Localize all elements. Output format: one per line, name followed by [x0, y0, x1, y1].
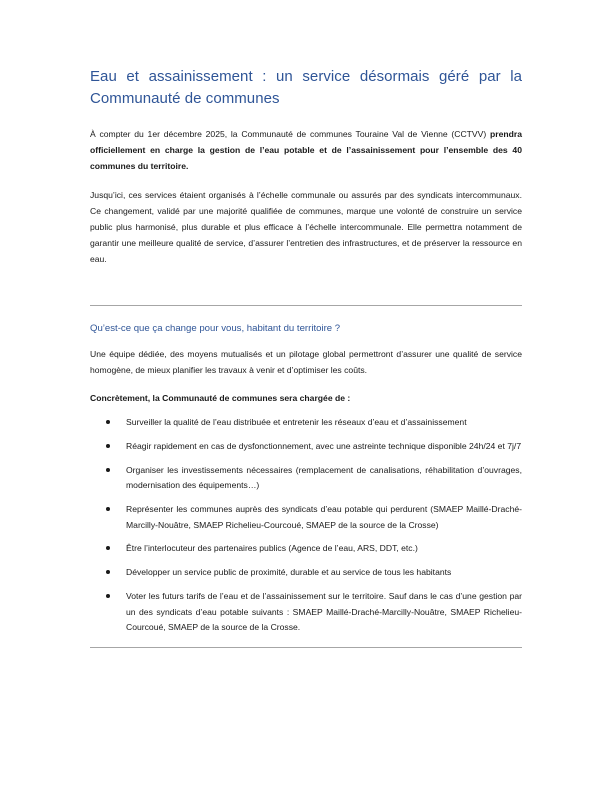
list-item: Organiser les investissements nécessaires (remplacement de canalisations, réhabilitation d’ouvrages, modernisation des équipements…) — [90, 463, 522, 494]
section-heading: Qu’est-ce que ça change pour vous, habitant du territoire ? — [90, 323, 341, 335]
bullet-icon — [106, 570, 110, 574]
bullet-icon — [106, 507, 110, 511]
context-paragraph: Jusqu’ici, ces services étaient organisés à l’échelle communale ou assurés par des syndicats intercommunaux. Ce changement, validé par une majorité qualifiée de communes, marque une volonté de construire un service public plus harmonisé, plus durable et plus efficace à l’échelle intercommunale. Elle permettra notamment de garantir une meilleure qualité de service, d’assurer l’entretien des infrastructures, et de préserver la ressource en eau. — [90, 190, 522, 264]
bullet-icon — [106, 594, 110, 598]
intro-bold-text: prendra officiellement en charge la gestion de l’eau potable et de l’assainissement pour l’ensemble des 40 communes du territoire. — [90, 129, 522, 171]
bullet-icon — [106, 468, 110, 472]
list-item: Représenter les communes auprès des syndicats d’eau potable qui perdurent (SMAEP Maillé-Draché-Marcilly-Nouâtre, SMAEP Richelieu-Courcoué, SMAEP de la source de la Crosse) — [90, 502, 522, 533]
list-item: Développer un service public de proximité, durable et au service de tous les habitants — [90, 565, 522, 580]
document-page — [90, 66, 522, 648]
intro-paragraph — [90, 127, 522, 174]
list-item: Réagir rapidement en cas de dysfonctionnement, avec une astreinte technique disponible 24h/24 et 7j/7 — [90, 439, 522, 454]
section-divider-bottom — [90, 647, 522, 648]
bullet-icon — [106, 444, 110, 448]
bullet-icon — [106, 420, 110, 424]
intro-text: À compter du 1er décembre 2025, la Communauté de communes Touraine Val de Vienne (CCTVV) — [90, 129, 490, 139]
document-title: Eau et assainissement : un service désormais géré par la Communauté de communes — [90, 68, 522, 107]
list-item: Être l’interlocuteur des partenaires publics (Agence de l’eau, ARS, DDT, etc.) — [90, 541, 522, 556]
section-divider-top — [90, 305, 522, 306]
list-item: Voter les futurs tarifs de l’eau et de l’assainissement sur le territoire. Sauf dans le cas d’une gestion par un des syndicats d’eau potable suivants : SMAEP Maillé-Draché-Marcilly-Nouâtre, SMAEP Richelieu-Courcoué, SMAEP de la source de la Crosse. — [90, 589, 522, 635]
responsibilities-list — [90, 415, 522, 635]
bullet-icon — [106, 546, 110, 550]
list-item: Surveiller la qualité de l’eau distribuée et entretenir les réseaux d’eau et d’assainissement — [90, 415, 522, 430]
section-paragraph: Une équipe dédiée, des moyens mutualisés et un pilotage global permettront d’assurer une qualité de service homogène, de mieux planifier les travaux à venir et d’optimiser les coûts. — [90, 349, 522, 376]
bullets-lead: Concrètement, la Communauté de communes sera chargée de : — [90, 392, 351, 403]
